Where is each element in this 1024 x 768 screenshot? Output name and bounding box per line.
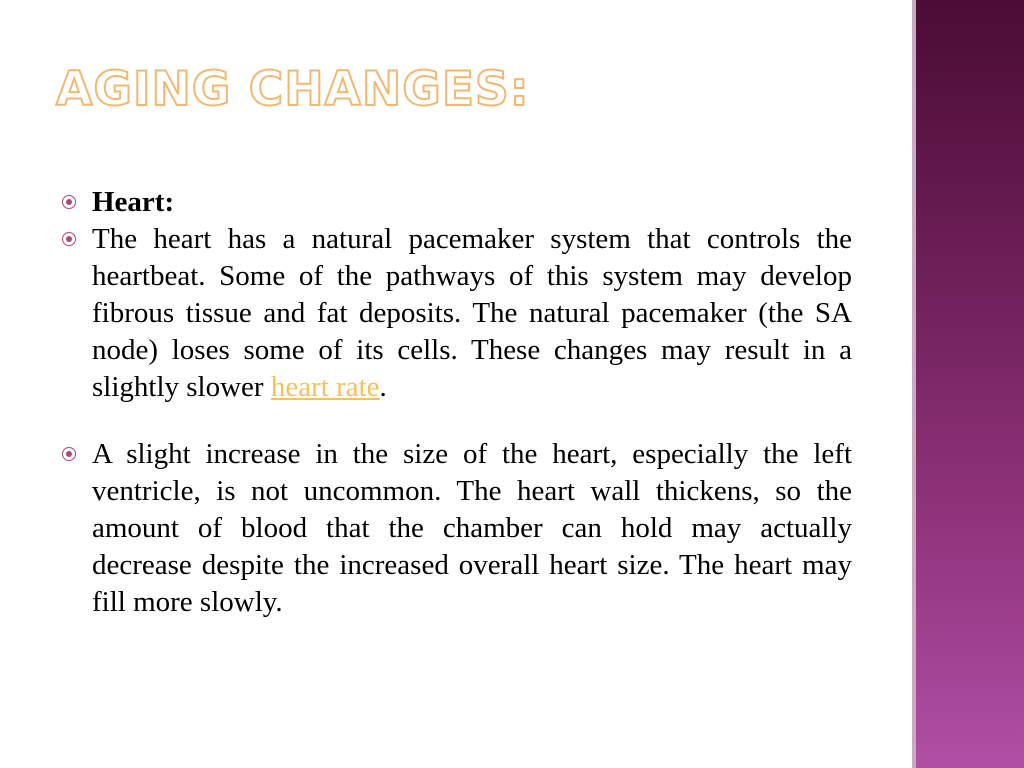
- bullet-text-end: .: [379, 371, 387, 403]
- slide-title: AGING CHANGES:: [56, 62, 530, 117]
- bullet-text: The heart has a natural pacemaker system that controls the heartbeat. Some of the pathways of this system may develop fibrous tissue and fat deposits. The natural pacemaker (the SA node) loses some of its cells. These changes may result in a slightly slower: [92, 223, 852, 403]
- bullet-item-pacemaker: [60, 221, 852, 406]
- bullet-icon: [62, 447, 76, 461]
- bullet-item-ventricle: [60, 436, 852, 621]
- heart-rate-link[interactable]: heart rate: [270, 371, 380, 403]
- bullet-item-heading: [60, 184, 852, 221]
- bullet-icon: [62, 232, 76, 246]
- bullet-text: A slight increase in the size of the heart, especially the left ventricle, is not uncommon. The heart wall thickens, so the amount of blood that the chamber can hold may actually decrease despite the increased overall heart size. The heart may fill more slowly.: [92, 438, 852, 618]
- slide-content: [60, 184, 852, 621]
- bullet-icon: [62, 195, 76, 209]
- decorative-sidebar: [912, 0, 1024, 768]
- bullet-heading: Heart:: [92, 186, 175, 218]
